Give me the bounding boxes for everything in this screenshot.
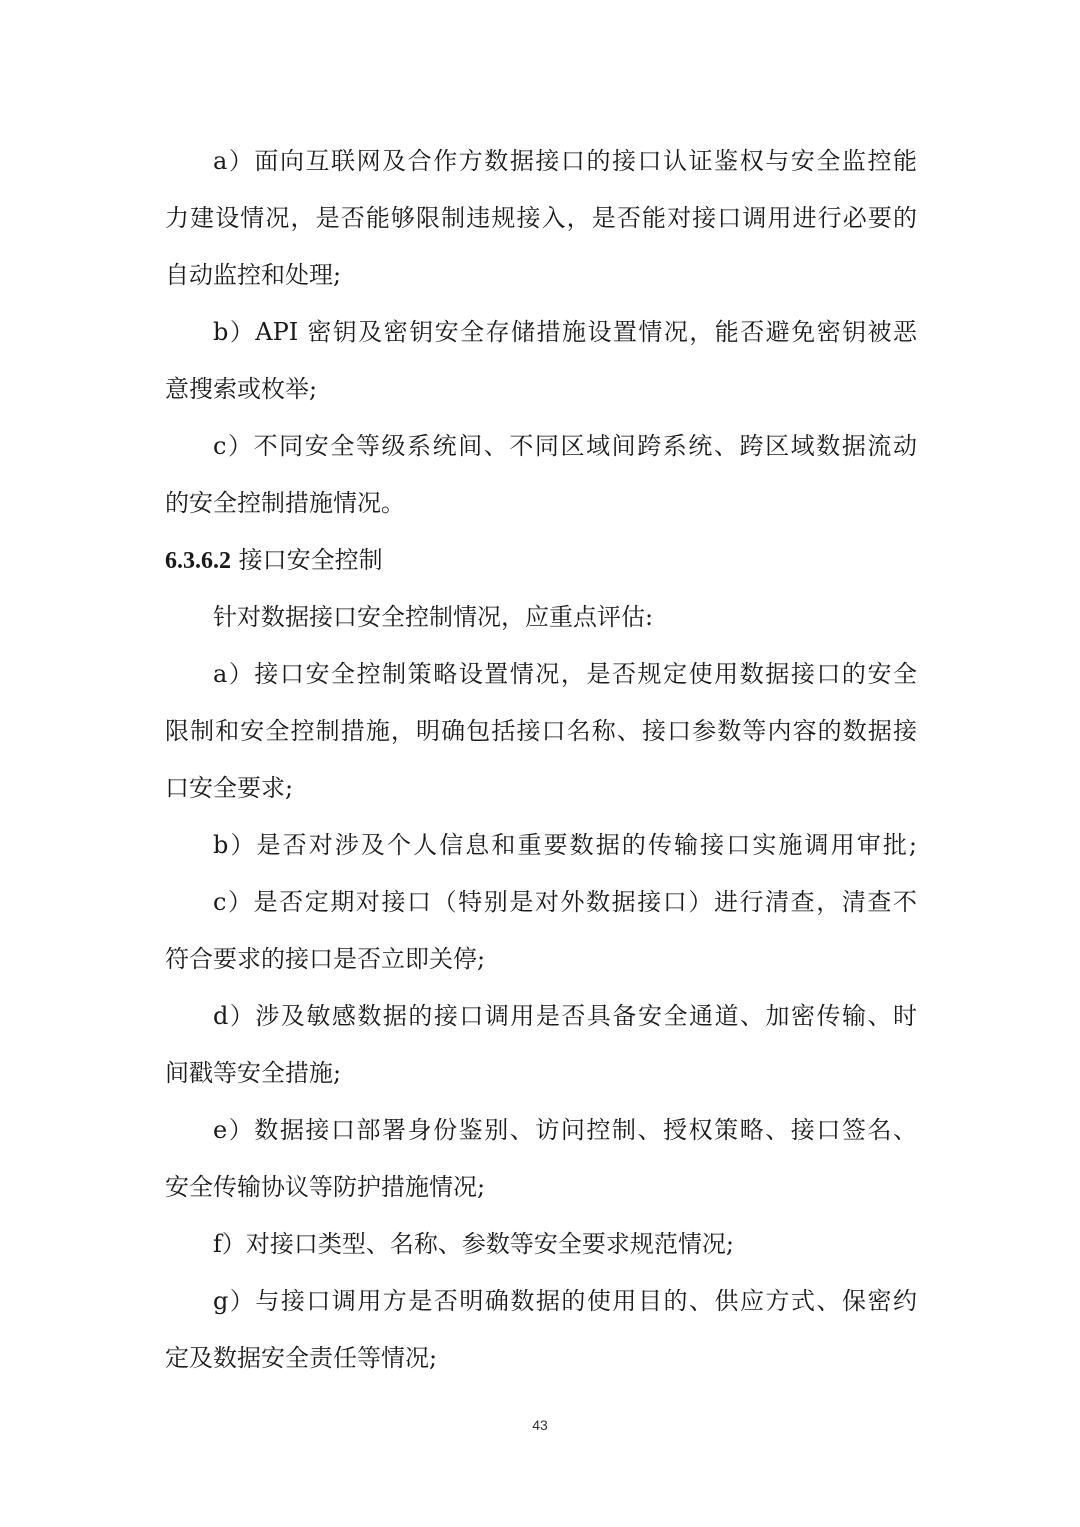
list-item-line: 符合要求的接口是否立即关停; [165,945,486,973]
section-number: 6.3.6.2 [165,548,231,574]
section-title: 接口安全控制 [238,546,383,574]
list-item-line: b）是否对涉及个人信息和重要数据的传输接口实施调用审批; [213,831,917,859]
paragraph-line: b）API 密钥及密钥安全存储措施设置情况，能否避免密钥被恶 [213,318,917,346]
list-item-line: 口安全要求; [165,774,294,802]
list-item-line: 间戳等安全措施; [165,1059,342,1087]
list-item-line: d）涉及敏感数据的接口调用是否具备安全通道、加密传输、时 [213,1002,917,1030]
paragraph-line: a）面向互联网及合作方数据接口的接口认证鉴权与安全监控能 [213,147,917,175]
lead-paragraph: 针对数据接口安全控制情况，应重点评估: [213,603,654,631]
list-item-line: g）与接口调用方是否明确数据的使用目的、供应方式、保密约 [213,1287,917,1315]
section-heading [165,535,917,592]
list-item-line: e）数据接口部署身份鉴别、访问控制、授权策略、接口签名、 [213,1116,917,1144]
list-item-line: c）是否定期对接口（特别是对外数据接口）进行清查，清查不 [213,888,917,916]
page-number: 43 [532,1417,548,1433]
list-item-line: a）接口安全控制策略设置情况，是否规定使用数据接口的安全 [213,660,917,688]
list-item-line: 安全传输协议等防护措施情况; [165,1173,486,1201]
paragraph-line: 意搜索或枚举; [165,375,318,403]
paragraph-line: 的安全控制措施情况。 [165,489,405,517]
page-content [165,136,917,1390]
list-item-line: 限制和安全控制措施，明确包括接口名称、接口参数等内容的数据接 [165,717,917,745]
list-item-line: f）对接口类型、名称、参数等安全要求规范情况; [213,1230,734,1258]
paragraph-line: 力建设情况，是否能够限制违规接入，是否能对接口调用进行必要的 [165,204,917,232]
paragraph-line: c）不同安全等级系统间、不同区域间跨系统、跨区域数据流动 [213,432,917,460]
paragraph-line: 自动监控和处理; [165,261,342,289]
list-item-line: 定及数据安全责任等情况; [165,1344,438,1372]
